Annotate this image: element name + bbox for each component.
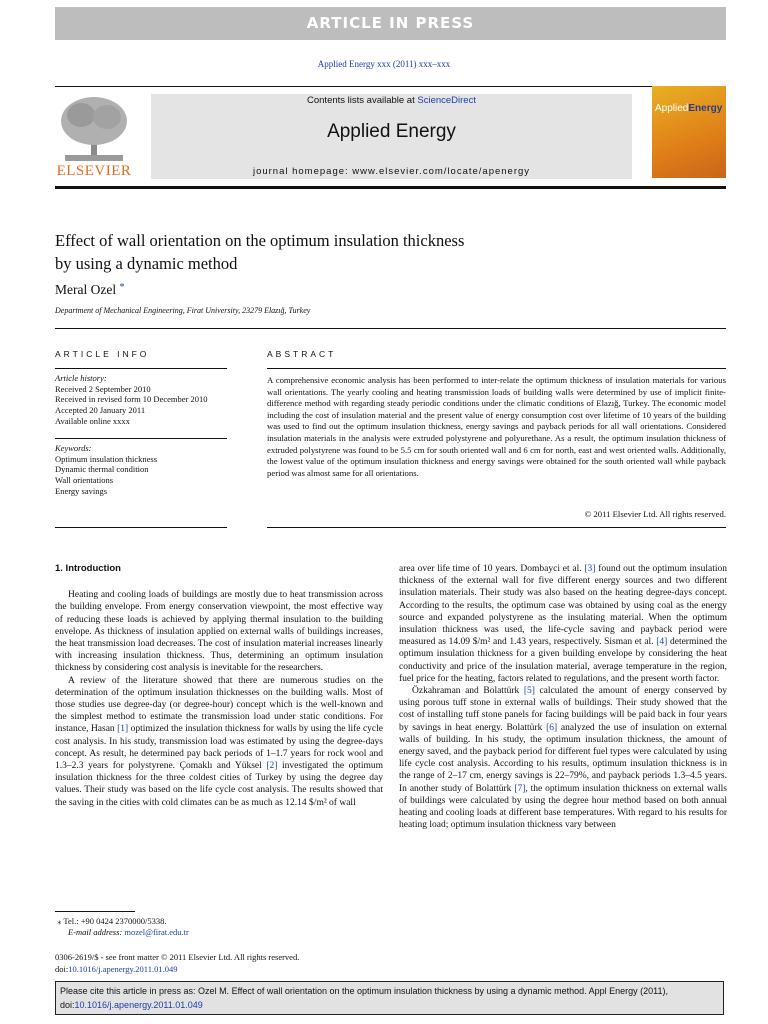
keyword-item: Energy savings xyxy=(55,485,108,496)
abstract-bottom-rule xyxy=(267,527,726,528)
history-accepted: Accepted 20 January 2011 xyxy=(55,405,146,416)
cite-text: Please cite this article in press as: Ozel M. Effect of wall orientation on the optimum insulation thickness by using a dynamic method. Appl Energy (2011), xyxy=(60,986,668,996)
front-matter-text: 0306-2619/$ - see front matter © 2011 Elsevier Ltd. All rights reserved. xyxy=(55,952,300,962)
title-line-1: Effect of wall orientation on the optimum insulation thickness xyxy=(55,231,465,250)
keyword-item: Wall orientations xyxy=(55,475,114,486)
article-history xyxy=(55,373,245,427)
text-run: optimized the insulation thickness for walls by using the life cycle cost analysis. In his study, transmission load was estimated by using the degree-days concept. As result, he determined pay back periods of 1–1.7 years for rock wool and 1.3–2.3 years for polystyrene. Çomaklı and Yüksel xyxy=(55,724,383,772)
publisher-name: ELSEVIER xyxy=(56,163,132,179)
cite-doi-link[interactable]: 10.1016/j.apenergy.2011.01.049 xyxy=(74,1000,203,1010)
article-info-heading: ARTICLE INFO xyxy=(55,349,150,359)
text-run: , the optimum insulation thickness on external walls of buildings were calculated by using the degree hour method based on both annual heating and cooling loads at different base temperatures. With regard to his results for heating load; optimum insulation thickness vary between xyxy=(399,783,727,831)
article-info-rule xyxy=(55,368,227,369)
paragraph xyxy=(399,563,727,685)
text-run: found out the optimum insulation thickness of the external wall for five different energy sources and two different insulation materials. Their study was also based on the heating degree-days concept. According to the results, the optimum case was obtained by using coal as the energy source and expanded polystyrene as the insulating material. When the optimum insulation thickness was used, the life-cycle saving and payback period were measured as 14.09 $/m² and 1.43 years, respectively. Sisman et al. xyxy=(399,564,727,648)
text-run: A review of the literature showed that there are numerous studies on the determination of the optimum insulation thicknesses on the building walls. Most of those studies use degree-day (or degree-hour) concept which is the well-known and the simplest method to estimate the transmission load under static conditions. For instance, Hasan xyxy=(55,675,383,735)
email-label: E-mail address: xyxy=(68,927,125,937)
article-in-press-banner: ARTICLE IN PRESS xyxy=(55,7,726,40)
keywords-block xyxy=(55,443,245,497)
abstract-heading: ABSTRACT xyxy=(267,349,337,359)
header-divider xyxy=(55,328,726,329)
title-line-2: by using a dynamic method xyxy=(55,254,238,273)
citation-link[interactable]: [4] xyxy=(656,637,668,648)
citation-link[interactable]: [7] xyxy=(514,783,526,794)
cite-doi-line xyxy=(60,998,719,1012)
footnote-rule xyxy=(55,911,135,912)
paragraph xyxy=(55,675,383,809)
masthead-top-rule xyxy=(55,86,726,87)
history-label: Article history: xyxy=(55,373,107,383)
history-revised: Received in revised form 10 December 2010 xyxy=(55,394,208,405)
keywords-rule xyxy=(55,438,227,439)
citation-link[interactable]: [1] xyxy=(117,724,129,735)
journal-cover-title xyxy=(655,103,722,114)
body-column-left xyxy=(55,563,383,809)
author-name: Meral Ozel xyxy=(55,282,117,297)
doi-link[interactable]: 10.1016/j.apenergy.2011.01.049 xyxy=(68,963,178,974)
citation-link[interactable]: [3] xyxy=(584,564,596,574)
text-run: analyzed the use of insulation on external walls of building. In his study, the optimum insulation thickness, the amount of energy saved, and the payback period for different fuel types were calculated by using life cycle cost analysis. According to his results, optimum insulation thickness is in the range of 2–17 cm, energy savings is 22–79%, and payback periods 1.3–4.5 years. In another study of Bolattürk xyxy=(399,722,727,794)
citation-link[interactable]: [5] xyxy=(523,686,535,697)
body-column-right xyxy=(399,563,727,831)
cover-word-energy: Energy xyxy=(688,103,723,114)
text-run: determined the optimum insulation thickness for a given building envelope by considering the heat conductivity and price of the insulation material, average temperature in the region, fuel price for the heating, factors related to regulations, and the present worth factor. xyxy=(399,637,728,684)
contents-line xyxy=(151,95,632,106)
doi-line xyxy=(55,964,299,976)
history-online: Available online xxxx xyxy=(55,415,130,426)
article-title xyxy=(55,229,595,275)
masthead-bottom-rule xyxy=(55,186,726,189)
text-run: investigated the optimum insulation thickness for the three coldest cities of Turkey by using the degree day values. Their study was based on the life cycle cost analysis. The results showed that the saving in the cities with cold climates can be as much as 12.14 $/m² of wall xyxy=(55,761,383,808)
text-run: calculated the amount of energy conserved by using porous tuff stone in external walls of buildings. Their study showed that the cost of installing tuff stone panels for facing buildings will be paid back in four years by savings in heat energy. Bolattürk xyxy=(399,686,727,733)
paragraph xyxy=(399,685,727,831)
citation-box xyxy=(55,981,724,1015)
doi-prefix: doi: xyxy=(55,963,69,974)
cite-doi-prefix: doi: xyxy=(60,1000,75,1010)
author-line xyxy=(55,282,124,298)
email-link[interactable]: mozel@firat.edu.tr xyxy=(124,927,189,937)
keywords-label: Keywords: xyxy=(55,443,92,453)
keyword-item: Optimum insulation thickness xyxy=(55,453,157,464)
cover-word-applied: Applied xyxy=(655,103,689,114)
journal-cover xyxy=(652,86,726,178)
footnote xyxy=(55,916,385,938)
journal-homepage[interactable]: journal homepage: www.elsevier.com/locate/apenergy xyxy=(252,166,531,177)
front-matter xyxy=(55,952,299,975)
sciencedirect-link[interactable]: ScienceDirect xyxy=(417,95,476,106)
copyright: © 2011 Elsevier Ltd. All rights reserved. xyxy=(584,509,726,519)
section-heading: 1. Introduction xyxy=(55,563,121,574)
text-run: area over life time of 10 years. Dombayci et al. xyxy=(399,564,585,574)
journal-reference[interactable]: Applied Energy xxx (2011) xxx–xxx xyxy=(317,59,451,69)
footnote-tel: ⁎ Tel.: +90 0424 2370000/5338. xyxy=(55,916,167,926)
contents-prefix: Contents lists available at xyxy=(307,95,418,106)
history-received: Received 2 September 2010 xyxy=(55,383,151,394)
article-info-bottom-rule xyxy=(55,527,227,528)
keyword-item: Dynamic thermal condition xyxy=(55,464,149,475)
affiliation: Department of Mechanical Engineering, Firat University, 23279 Elazığ, Turkey xyxy=(55,306,311,315)
abstract-rule xyxy=(267,368,726,369)
citation-link[interactable]: [6] xyxy=(546,722,558,733)
tel-text: Tel.: +90 0424 2370000/5338. xyxy=(63,916,167,926)
paragraph: Heating and cooling loads of buildings are mostly due to heat transmission across the building envelope. From energy conservation viewpoint, the most effective way of reducing these loads is achieved by applying thermal insulation to the building envelope. As thickness of insulation applied on external walls of buildings increases, the heat transmission load decreases. The cost of insulation material increases linearly with increasing insulation thickness. Thus, determining an optimum insulation thickness by considering cost analysis is inevitable for the researchers. xyxy=(55,590,383,674)
journal-title: Applied Energy xyxy=(327,121,456,142)
citation-link[interactable]: [2] xyxy=(266,761,278,772)
corresponding-author-mark[interactable]: * xyxy=(119,282,125,293)
footnote-email xyxy=(55,927,385,938)
abstract-text: A comprehensive economic analysis has been performed to inter-relate the optimum thickness of insulation materials for various wall orientations. The yearly cooling and heating transmission loads of building walls were determined by use of implicit finite-difference method with regarding steady periodic conditions under the climatic conditions of Elazığ, Turkey. The economic model including the cost of insulation material and the present value of energy consumption cost over lifetime of 10 years of the building was used to find out the optimum insulation thickness, energy savings and payback periods for all wall orientations. Considered insulation materials in the analysis were extruded polystyrene and polyurethane. As a result, the optimum insulation thickness of extruded polystyrene was found to be 5.5 cm for south oriented wall and 6 cm for north, east and west oriented walls. Additionally, the lowest value of the optimum insulation thickness and energy savings were obtained for the south oriented wall while payback period was almost same for all orientations. xyxy=(267,375,726,478)
text-run: Özkahraman and Bolattürk xyxy=(412,686,524,697)
